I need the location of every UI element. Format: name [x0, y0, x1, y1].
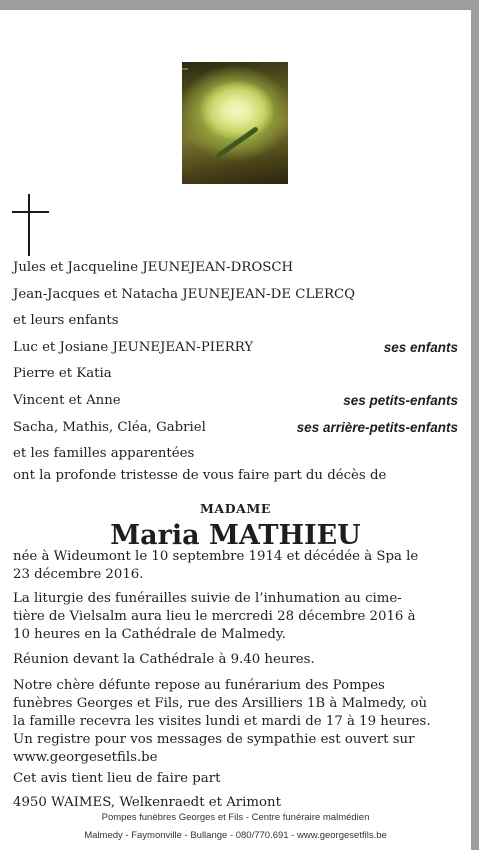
cross-icon [12, 194, 49, 256]
paragraph-line: Réunion devant la Cathédrale à 9.40 heures. [13, 652, 315, 667]
deceased-name: Maria MATHIEU [110, 520, 361, 551]
paragraph-line: La liturgie des funérailles suivie de l’inhumation au cime- [13, 591, 402, 606]
rose-stem-decoration [215, 126, 259, 159]
family-member-name: Jules et Jacqueline JEUNEJEAN-DROSCH [13, 260, 294, 275]
paragraph-line: tière de Vielsalm aura lieu le mercredi 28 décembre 2016 à [13, 609, 416, 624]
paragraph-line: la famille recevra les visites lundi et mardi de 17 à 19 heures. [13, 714, 431, 729]
family-line [13, 339, 458, 356]
announcement-text: ont la profonde tristesse de vous faire part du décès de [13, 468, 387, 483]
family-line [13, 259, 458, 276]
family-line [13, 445, 458, 462]
rose-photo [182, 62, 288, 184]
family-member-name: et leurs enfants [13, 313, 119, 328]
paragraph-line: Un registre pour vos messages de sympathie est ouvert sur [13, 732, 415, 747]
decorative-dash [182, 68, 188, 70]
family-line [13, 312, 458, 329]
paragraph-line: funèbres Georges et Fils, rue des Arsilliers 1B à Malmedy, où [13, 696, 428, 711]
footer-line-1: Pompes funèbres Georges et Fils - Centre funéraire malmédien [101, 812, 370, 823]
paragraph-line: 4950 WAIMES, Welkenraedt et Arimont [13, 795, 281, 810]
paragraph-line: 10 heures en la Cathédrale de Malmedy. [13, 627, 286, 642]
family-line [13, 365, 458, 382]
obituary-notice [0, 10, 471, 850]
family-member-name: et les familles apparentées [13, 446, 195, 461]
cross-horizontal-bar [12, 211, 49, 213]
family-member-name: Luc et Josiane JEUNEJEAN-PIERRY [13, 340, 254, 355]
family-member-name: Sacha, Mathis, Cléa, Gabriel [13, 420, 206, 435]
honorific-title: MADAME [199, 501, 272, 516]
paragraph-line: www.georgesetfils.be [13, 750, 158, 765]
paragraph-line: Notre chère défunte repose au funérarium des Pompes [13, 678, 385, 693]
family-member-name: Vincent et Anne [13, 393, 121, 408]
footer-line-2: Malmedy - Faymonville - Bullange - 080/770.691 - www.georgesetfils.be [84, 830, 387, 841]
family-member-name: Pierre et Katia [13, 366, 112, 381]
paragraph-line: Cet avis tient lieu de faire part [13, 771, 221, 786]
family-line [13, 286, 458, 303]
family-line [13, 392, 458, 409]
family-member-name: Jean-Jacques et Natacha JEUNEJEAN-DE CLERCQ [13, 287, 356, 302]
relation-label: ses petits-enfants [343, 393, 458, 408]
paragraph-line: 23 décembre 2016. [13, 567, 144, 582]
relation-label: ses arrière-petits-enfants [296, 420, 458, 435]
paragraph-line: née à Wideumont le 10 septembre 1914 et décédée à Spa le [13, 549, 419, 564]
relation-label: ses enfants [383, 340, 458, 355]
family-line [13, 419, 458, 436]
cross-vertical-bar [28, 194, 30, 256]
